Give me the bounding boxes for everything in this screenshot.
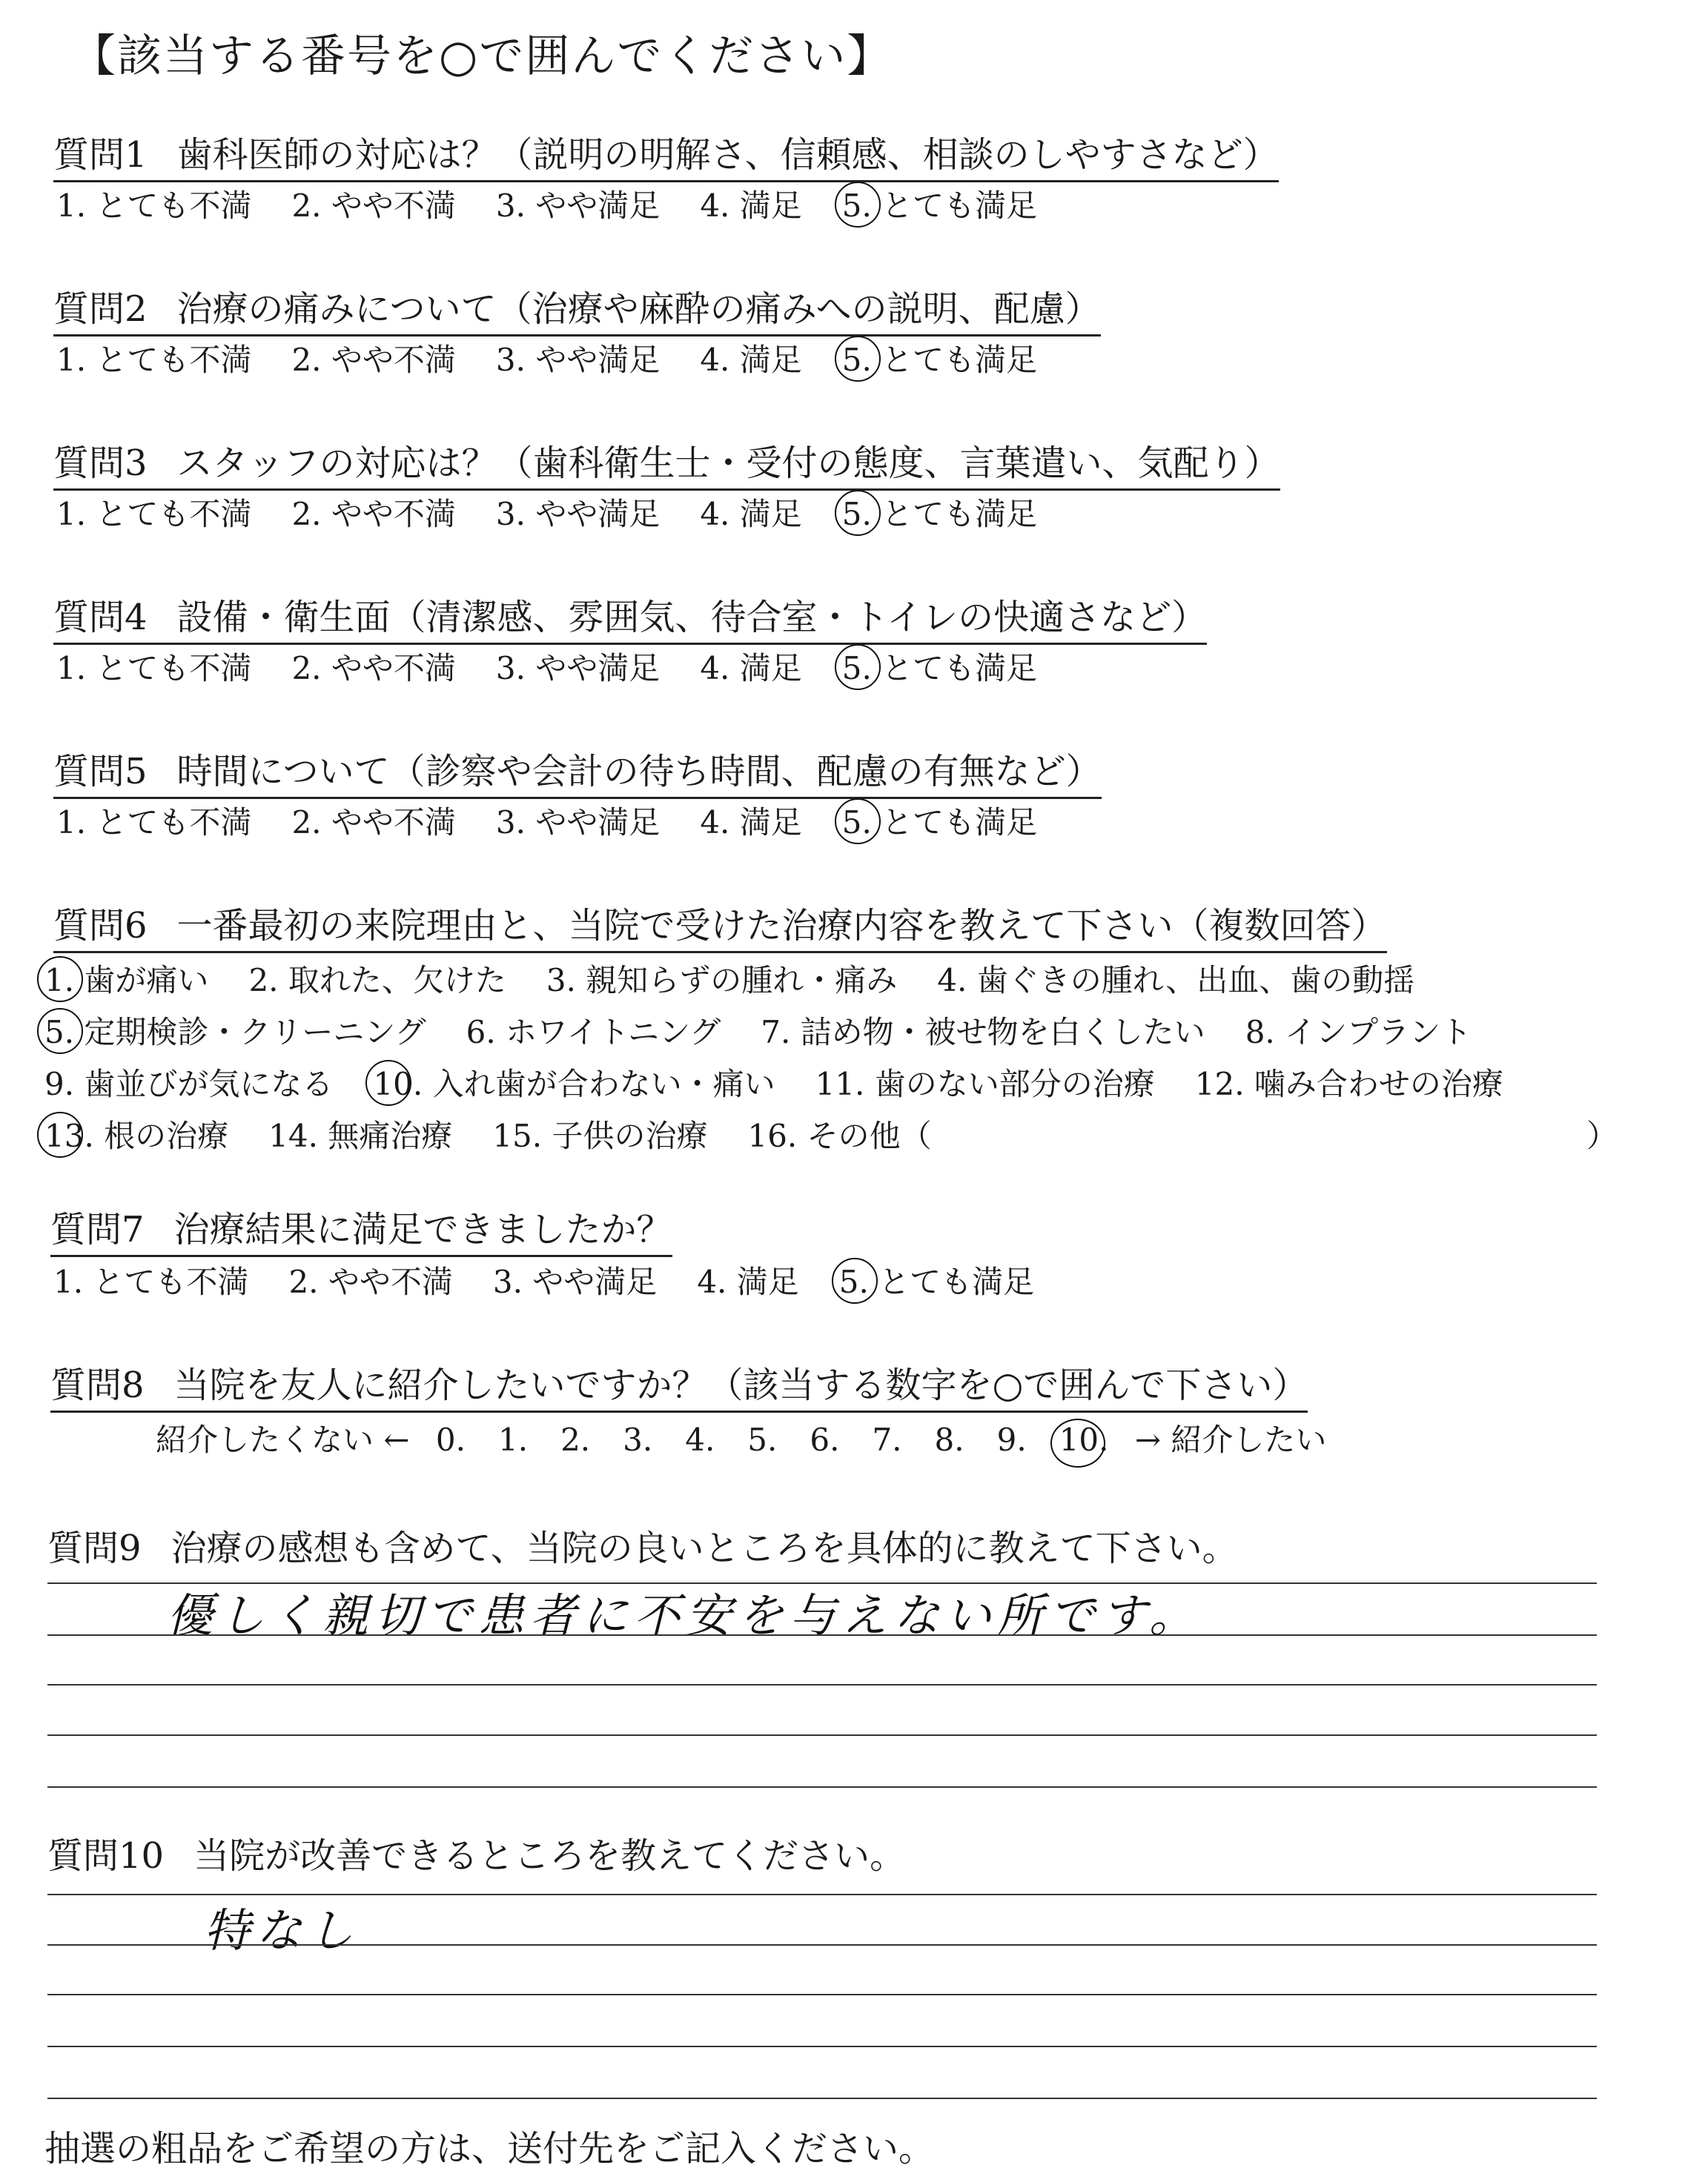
option-2[interactable]: 2. やや不満	[291, 496, 456, 532]
question-10-answer[interactable]: 特なし	[204, 1903, 360, 1958]
question-text: 歯科医師の対応は？（説明の明解さ、信頼感、相談のしやすさなど）	[176, 134, 1279, 176]
question-number: 質問6	[53, 905, 148, 947]
scale-6[interactable]: 6.	[810, 1422, 840, 1458]
question-5-title	[53, 743, 1102, 799]
option-8[interactable]: 8. インプラント	[1245, 1014, 1472, 1050]
option-1-selected[interactable]: 1. 歯が痛い	[44, 956, 208, 1001]
option-1[interactable]: 1. とても不満	[56, 342, 252, 378]
question-3-title	[53, 434, 1280, 491]
option-5-selected[interactable]: 5. 定期検診・クリーニング	[44, 1008, 426, 1053]
question-9-answer[interactable]: 優しく親切で患者に不安を与えない所です。	[167, 1588, 1202, 1643]
recommend-scale	[156, 1416, 1326, 1460]
scale-2[interactable]: 2.	[560, 1422, 591, 1458]
question-6-row-3	[44, 1060, 1543, 1104]
question-4-title	[53, 589, 1207, 645]
question-text: 当院が改善できるところを教えてください。	[193, 1835, 906, 1877]
question-text: スタッフの対応は？（歯科衛生士・受付の態度、言葉遣い、気配り）	[176, 443, 1280, 484]
answer-line	[47, 1634, 1597, 1636]
scale-4[interactable]: 4.	[685, 1422, 715, 1458]
option-3[interactable]: 3. やや満足	[492, 1264, 658, 1300]
question-text: 当院を友人に紹介したいですか？（該当する数字を○で囲んで下さい）	[173, 1365, 1308, 1406]
option-4[interactable]: 4. 満足	[700, 650, 802, 686]
option-14[interactable]: 14. 無痛治療	[268, 1118, 453, 1154]
option-1[interactable]: 1. とても不満	[56, 650, 252, 686]
option-5-selected[interactable]: 5. とても満足	[842, 336, 1037, 380]
option-1[interactable]: 1. とても不満	[56, 188, 252, 224]
answer-line	[47, 1786, 1597, 1788]
option-2[interactable]: 2. やや不満	[291, 804, 456, 841]
scale-5[interactable]: 5.	[747, 1422, 778, 1458]
question-6-row-2	[44, 1008, 1512, 1053]
option-12[interactable]: 12. 噛み合わせの治療	[1194, 1066, 1503, 1102]
option-4[interactable]: 4. 満足	[700, 342, 802, 378]
option-3[interactable]: 3. やや満足	[495, 496, 661, 532]
question-7-options	[53, 1258, 1074, 1302]
question-10-title	[47, 1827, 905, 1878]
question-8-title	[50, 1356, 1308, 1413]
question-number: 質問1	[53, 134, 148, 176]
option-13-selected[interactable]: 13. 根の治療	[44, 1112, 228, 1156]
question-9-title	[47, 1519, 1238, 1571]
other-close-paren: ）	[1586, 1118, 1618, 1154]
option-6[interactable]: 6. ホワイトニング	[466, 1014, 721, 1050]
form-heading: 【該当する番号を○で囲んでください】	[71, 30, 893, 82]
answer-line	[47, 2046, 1597, 2047]
question-text: 治療の痛みについて（治療や麻酔の痛みへの説明、配慮）	[176, 288, 1101, 330]
option-3[interactable]: 3. やや満足	[495, 188, 661, 224]
option-5-selected[interactable]: 5. とても満足	[842, 798, 1037, 843]
option-2[interactable]: 2. 取れた、欠けた	[248, 962, 506, 998]
question-number: 質問10	[47, 1835, 165, 1877]
option-11[interactable]: 11. 歯のない部分の治療	[815, 1066, 1155, 1102]
scale-3[interactable]: 3.	[623, 1422, 653, 1458]
scale-0[interactable]: 0.	[435, 1422, 466, 1458]
question-1-title	[53, 126, 1279, 182]
option-4[interactable]: 4. 満足	[700, 188, 802, 224]
scale-8[interactable]: 8.	[934, 1422, 964, 1458]
option-2[interactable]: 2. やや不満	[291, 342, 456, 378]
option-2[interactable]: 2. やや不満	[288, 1264, 453, 1300]
option-2[interactable]: 2. やや不満	[291, 650, 456, 686]
footer-note: 抽選の粗品をご希望の方は、送付先をご記入ください。	[44, 2128, 935, 2170]
option-5-selected[interactable]: 5. とても満足	[842, 490, 1037, 534]
option-3[interactable]: 3. やや満足	[495, 804, 661, 841]
answer-line	[47, 2098, 1597, 2099]
answer-line	[47, 1994, 1597, 1995]
option-10-selected[interactable]: 10. 入れ歯が合わない・痛い	[373, 1060, 775, 1104]
option-9[interactable]: 9. 歯並びが気になる	[44, 1066, 334, 1102]
scale-10-selected[interactable]: 10.	[1059, 1422, 1109, 1458]
scale-left-label: 紹介したくない ←	[156, 1422, 410, 1458]
option-4[interactable]: 4. 歯ぐきの腫れ、出血、歯の動揺	[937, 962, 1415, 998]
option-5-selected[interactable]: 5. とても満足	[839, 1258, 1034, 1302]
option-5-selected[interactable]: 5. とても満足	[842, 182, 1037, 226]
question-2-title	[53, 280, 1101, 337]
option-4[interactable]: 4. 満足	[700, 804, 802, 841]
option-4[interactable]: 4. 満足	[697, 1264, 799, 1300]
scale-7[interactable]: 7.	[872, 1422, 902, 1458]
question-number: 質問9	[47, 1528, 142, 1569]
question-number: 質問8	[50, 1365, 145, 1406]
question-number: 質問4	[53, 597, 148, 638]
question-number: 質問7	[50, 1209, 145, 1250]
option-3[interactable]: 3. やや満足	[495, 650, 661, 686]
question-text: 時間について（診察や会計の待ち時間、配慮の有無など）	[176, 751, 1102, 792]
question-1-options	[56, 182, 1077, 226]
answer-line	[47, 1684, 1597, 1686]
question-7-title	[50, 1201, 672, 1257]
option-2[interactable]: 2. やや不満	[291, 188, 456, 224]
question-3-options	[56, 490, 1077, 534]
scale-right-label: → 紹介したい	[1134, 1422, 1327, 1458]
question-text: 治療結果に満足できましたか？	[173, 1209, 672, 1250]
question-2-options	[56, 336, 1077, 380]
question-4-options	[56, 644, 1077, 689]
question-5-options	[56, 798, 1077, 843]
question-6-row-4	[44, 1112, 972, 1156]
option-7[interactable]: 7. 詰め物・被せ物を白くしたい	[761, 1014, 1205, 1050]
option-5-selected[interactable]: 5. とても満足	[842, 644, 1037, 689]
question-6-title	[53, 897, 1387, 953]
question-number: 質問2	[53, 288, 148, 330]
scale-9[interactable]: 9.	[996, 1422, 1027, 1458]
question-text: 設備・衛生面（清潔感、雰囲気、待合室・トイレの快適さなど）	[176, 597, 1208, 638]
question-text: 一番最初の来院理由と、当院で受けた治療内容を教えて下さい（複数回答）	[176, 905, 1387, 947]
option-1[interactable]: 1. とても不満	[53, 1264, 249, 1300]
question-number: 質問5	[53, 751, 148, 792]
question-text: 治療の感想も含めて、当院の良いところを具体的に教えて下さい。	[171, 1528, 1238, 1569]
option-16[interactable]: 16. その他（	[747, 1118, 932, 1154]
scale-1[interactable]: 1.	[497, 1422, 529, 1458]
answer-line	[47, 1734, 1597, 1736]
option-3[interactable]: 3. やや満足	[495, 342, 661, 378]
option-15[interactable]: 15. 子供の治療	[492, 1118, 708, 1154]
question-number: 質問3	[53, 443, 148, 484]
option-4[interactable]: 4. 満足	[700, 496, 802, 532]
option-3[interactable]: 3. 親知らずの腫れ・痛み	[546, 962, 898, 998]
option-1[interactable]: 1. とても不満	[56, 804, 252, 841]
option-1[interactable]: 1. とても不満	[56, 496, 252, 532]
answer-line	[47, 1944, 1597, 1946]
question-6-row-1	[44, 956, 1454, 1001]
